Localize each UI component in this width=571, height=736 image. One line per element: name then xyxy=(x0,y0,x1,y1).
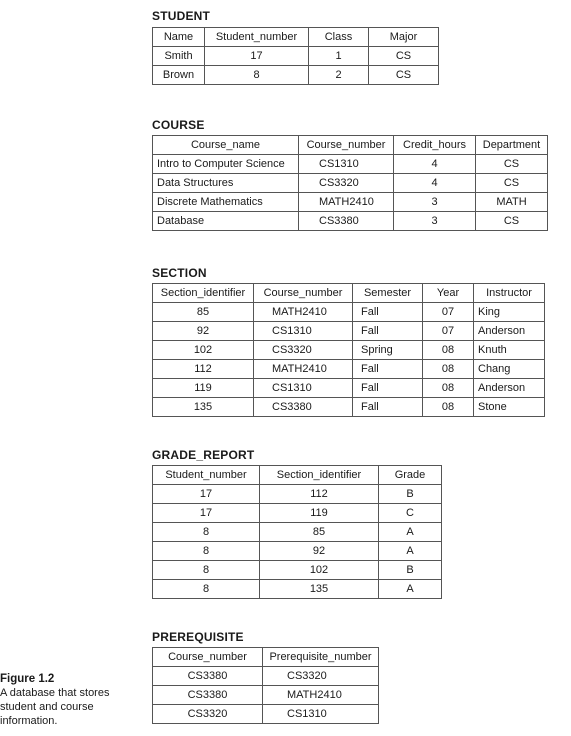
column-header: Course_name xyxy=(153,136,299,155)
course-table xyxy=(152,135,548,231)
table-cell: King xyxy=(474,303,545,322)
table-cell: Fall xyxy=(353,322,423,341)
table-cell: 08 xyxy=(423,360,474,379)
table-row xyxy=(153,322,545,341)
table-cell: MATH2410 xyxy=(299,193,394,212)
table-cell: C xyxy=(379,504,442,523)
column-header: Student_number xyxy=(205,28,309,47)
table-cell: Knuth xyxy=(474,341,545,360)
table-cell: B xyxy=(379,485,442,504)
table-row xyxy=(153,212,548,231)
table-cell: A xyxy=(379,580,442,599)
table-cell: 92 xyxy=(153,322,254,341)
table-cell: Spring xyxy=(353,341,423,360)
table-cell: CS3320 xyxy=(299,174,394,193)
figure-caption xyxy=(0,672,109,728)
table-header-row xyxy=(153,284,545,303)
table-cell: Data Structures xyxy=(153,174,299,193)
table-cell: Fall xyxy=(353,303,423,322)
table-cell: 119 xyxy=(260,504,379,523)
table-cell: Fall xyxy=(353,379,423,398)
table-cell: 85 xyxy=(153,303,254,322)
table-cell: 8 xyxy=(153,561,260,580)
column-header: Instructor xyxy=(474,284,545,303)
table-cell: 2 xyxy=(309,66,369,85)
table-cell: Stone xyxy=(474,398,545,417)
table-row xyxy=(153,667,379,686)
table-cell: 4 xyxy=(394,155,476,174)
table-cell: 135 xyxy=(260,580,379,599)
column-header: Credit_hours xyxy=(394,136,476,155)
table-row xyxy=(153,155,548,174)
table-cell: CS xyxy=(369,66,439,85)
table-row xyxy=(153,360,545,379)
table-cell: MATH2410 xyxy=(254,303,353,322)
table-cell: 17 xyxy=(205,47,309,66)
table-cell: CS1310 xyxy=(299,155,394,174)
table-row xyxy=(153,705,379,724)
table-cell: 17 xyxy=(153,504,260,523)
table-row xyxy=(153,504,442,523)
table-cell: CS xyxy=(369,47,439,66)
table-cell: Discrete Mathematics xyxy=(153,193,299,212)
column-header: Grade xyxy=(379,466,442,485)
column-header: Course_number xyxy=(153,648,263,667)
table-cell: Fall xyxy=(353,360,423,379)
table-cell: Fall xyxy=(353,398,423,417)
table-cell: CS xyxy=(476,174,548,193)
table-row xyxy=(153,379,545,398)
table-row xyxy=(153,66,439,85)
table-cell: 85 xyxy=(260,523,379,542)
table-header-row xyxy=(153,28,439,47)
table-cell: CS3380 xyxy=(254,398,353,417)
caption-line: A database that stores xyxy=(0,687,110,699)
grade-report-table xyxy=(152,465,442,599)
column-header: Course_number xyxy=(299,136,394,155)
student-table xyxy=(152,27,439,85)
column-header: Name xyxy=(153,28,205,47)
figure-label: Figure 1.2 xyxy=(0,673,55,685)
table-cell: CS3380 xyxy=(299,212,394,231)
table-row xyxy=(153,303,545,322)
table-cell: 07 xyxy=(423,303,474,322)
table-cell: 119 xyxy=(153,379,254,398)
table-cell: MATH2410 xyxy=(254,360,353,379)
column-header: Student_number xyxy=(153,466,260,485)
table-cell: CS xyxy=(476,212,548,231)
table-cell: MATH2410 xyxy=(263,686,379,705)
table-cell: 102 xyxy=(260,561,379,580)
table-cell: 112 xyxy=(260,485,379,504)
table-cell: B xyxy=(379,561,442,580)
table-cell: 3 xyxy=(394,193,476,212)
table-cell: MATH xyxy=(476,193,548,212)
table-cell: 135 xyxy=(153,398,254,417)
table-title-prerequisite: PREREQUISITE xyxy=(152,630,244,644)
table-cell: Smith xyxy=(153,47,205,66)
table-cell: Anderson xyxy=(474,379,545,398)
table-cell: CS3380 xyxy=(153,667,263,686)
table-row xyxy=(153,580,442,599)
table-row xyxy=(153,341,545,360)
table-row xyxy=(153,542,442,561)
table-cell: CS3320 xyxy=(153,705,263,724)
table-cell: CS3320 xyxy=(254,341,353,360)
table-cell: 3 xyxy=(394,212,476,231)
table-cell: 8 xyxy=(153,542,260,561)
table-title-student: STUDENT xyxy=(152,9,211,23)
table-header-row xyxy=(153,648,379,667)
table-title-section: SECTION xyxy=(152,266,207,280)
table-cell: Intro to Computer Science xyxy=(153,155,299,174)
table-row xyxy=(153,174,548,193)
table-row xyxy=(153,686,379,705)
table-cell: Database xyxy=(153,212,299,231)
table-title-course: COURSE xyxy=(152,118,205,132)
table-row xyxy=(153,485,442,504)
caption-line: student and course xyxy=(0,701,94,713)
table-cell: 08 xyxy=(423,341,474,360)
table-cell: 08 xyxy=(423,379,474,398)
column-header: Department xyxy=(476,136,548,155)
table-cell: Chang xyxy=(474,360,545,379)
prerequisite-table xyxy=(152,647,379,724)
caption-line: information. xyxy=(0,715,58,727)
table-cell: CS3320 xyxy=(263,667,379,686)
table-cell: 8 xyxy=(153,580,260,599)
table-header-row xyxy=(153,136,548,155)
table-row xyxy=(153,193,548,212)
table-title-grade-report: GRADE_REPORT xyxy=(152,448,255,462)
table-cell: 4 xyxy=(394,174,476,193)
table-cell: 8 xyxy=(205,66,309,85)
table-cell: 92 xyxy=(260,542,379,561)
column-header: Course_number xyxy=(254,284,353,303)
column-header: Year xyxy=(423,284,474,303)
table-cell: CS1310 xyxy=(263,705,379,724)
column-header: Class xyxy=(309,28,369,47)
table-cell: 8 xyxy=(153,523,260,542)
table-cell: 1 xyxy=(309,47,369,66)
table-cell: 07 xyxy=(423,322,474,341)
table-row xyxy=(153,398,545,417)
table-cell: 112 xyxy=(153,360,254,379)
table-cell: A xyxy=(379,542,442,561)
column-header: Prerequisite_number xyxy=(263,648,379,667)
table-cell: 102 xyxy=(153,341,254,360)
table-cell: A xyxy=(379,523,442,542)
table-cell: CS3380 xyxy=(153,686,263,705)
section-table xyxy=(152,283,545,417)
column-header: Major xyxy=(369,28,439,47)
table-cell: 08 xyxy=(423,398,474,417)
table-cell: CS1310 xyxy=(254,379,353,398)
table-row xyxy=(153,561,442,580)
column-header: Section_identifier xyxy=(260,466,379,485)
table-cell: CS1310 xyxy=(254,322,353,341)
table-cell: CS xyxy=(476,155,548,174)
table-row xyxy=(153,523,442,542)
column-header: Section_identifier xyxy=(153,284,254,303)
table-row xyxy=(153,47,439,66)
column-header: Semester xyxy=(353,284,423,303)
table-cell: 17 xyxy=(153,485,260,504)
table-cell: Brown xyxy=(153,66,205,85)
table-header-row xyxy=(153,466,442,485)
table-cell: Anderson xyxy=(474,322,545,341)
